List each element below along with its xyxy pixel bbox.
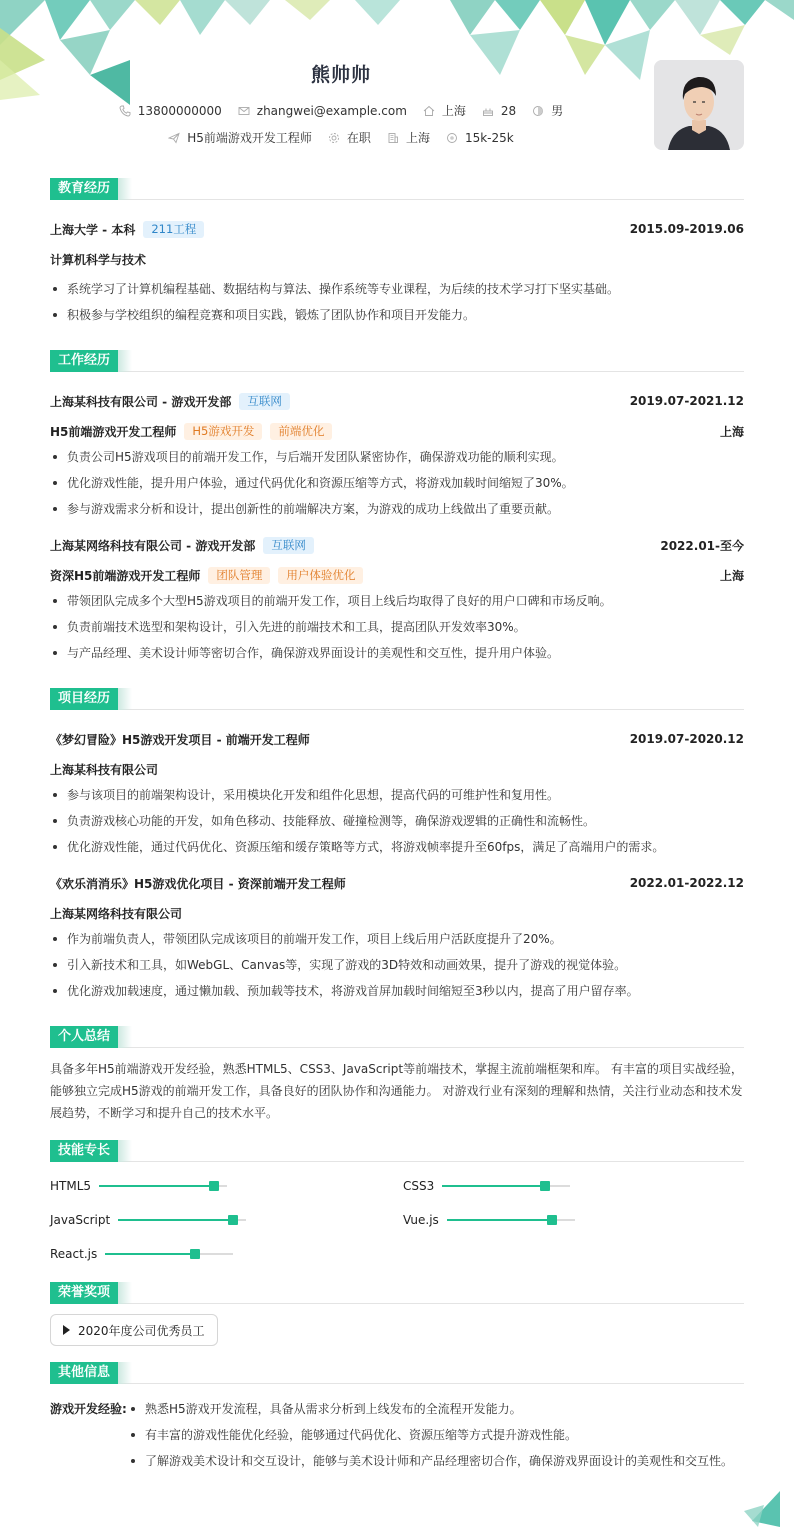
list-item: 有丰富的游戏性能优化经验，能够通过代码优化、资源压缩等方式提升游戏性能。 bbox=[128, 1422, 744, 1448]
project-bullets bbox=[50, 926, 744, 1004]
target-city-item bbox=[387, 129, 430, 146]
skill-knob bbox=[547, 1215, 557, 1225]
section-header bbox=[50, 1140, 744, 1162]
title-tail-decoration bbox=[118, 1026, 132, 1048]
city-item bbox=[423, 102, 466, 119]
skill-name: React.js bbox=[50, 1247, 98, 1261]
education-date: 2015.09-2019.06 bbox=[629, 222, 744, 236]
education-section bbox=[50, 178, 744, 328]
project-company-row bbox=[50, 756, 744, 782]
resume-header bbox=[0, 0, 794, 172]
skill-name: CSS3 bbox=[403, 1179, 435, 1193]
section-title-skills: 技能专长 bbox=[50, 1140, 118, 1162]
company-row bbox=[50, 388, 744, 414]
section-header bbox=[50, 1282, 744, 1304]
section-title-projects: 项目经历 bbox=[50, 688, 118, 710]
section-title-other: 其他信息 bbox=[50, 1362, 118, 1384]
contact-row bbox=[0, 102, 682, 119]
list-item: 引入新技术和工具，如WebGL、Canvas等，实现了游戏的3D特效和动画效果，提升了游戏的视觉体验。 bbox=[50, 952, 744, 978]
list-item: 与产品经理、美术设计师等密切合作，确保游戏界面设计的美观性和交互性，提升用户体验。 bbox=[50, 640, 744, 666]
salary-item bbox=[446, 131, 514, 145]
project-title-row bbox=[50, 870, 744, 896]
summary-section bbox=[50, 1026, 744, 1124]
work-bullets bbox=[50, 588, 744, 666]
skill-item bbox=[50, 1176, 403, 1196]
status-item bbox=[328, 129, 371, 146]
age-text: 28 bbox=[500, 103, 517, 118]
list-item: 系统学习了计算机编程基础、数据结构与算法、操作系统等专业课程，为后续的技术学习打下坚实基础。 bbox=[50, 276, 744, 302]
skill-item bbox=[403, 1176, 744, 1196]
building-icon bbox=[387, 132, 399, 144]
skill-name: JavaScript bbox=[50, 1213, 111, 1227]
skill-fill bbox=[118, 1219, 233, 1221]
skill-item bbox=[403, 1210, 744, 1230]
age-item bbox=[482, 104, 516, 118]
skill-item bbox=[50, 1210, 403, 1230]
skill-knob bbox=[540, 1181, 550, 1191]
gender-text: 男 bbox=[551, 104, 564, 118]
title-tail-decoration bbox=[118, 178, 132, 200]
corner-decoration bbox=[744, 1491, 780, 1527]
project-entry-1 bbox=[50, 726, 744, 860]
skill-level-bar bbox=[99, 1185, 227, 1187]
work-date: 2022.01-至今 bbox=[660, 538, 744, 553]
school-name-group bbox=[50, 221, 204, 238]
section-header bbox=[50, 1026, 744, 1048]
company-group bbox=[50, 393, 290, 410]
school-tag: 211工程 bbox=[143, 221, 204, 238]
list-item: 优化游戏加载速度，通过懒加载、预加载等技术，将游戏首屏加载时间缩短至3秒以内，提高了用户留存率。 bbox=[50, 978, 744, 1004]
title-tail-decoration bbox=[118, 350, 132, 372]
list-item: 优化游戏性能，通过代码优化、资源压缩和缓存策略等方式，将游戏帧率提升至60fps，满足了高端用户的需求。 bbox=[50, 834, 744, 860]
projects-section bbox=[50, 688, 744, 1004]
list-item: 带领团队完成多个大型H5游戏项目的前端开发工作，项目上线后均取得了良好的用户口碑和市场反响。 bbox=[50, 588, 744, 614]
work-entry-1 bbox=[50, 388, 744, 522]
work-date: 2019.07-2021.12 bbox=[629, 394, 744, 408]
list-item: 负责前端技术选型和架构设计，引入先进的前端技术和工具，提高团队开发效率30%。 bbox=[50, 614, 744, 640]
award-item[interactable] bbox=[50, 1314, 218, 1346]
candidate-name: 熊帅帅 bbox=[310, 64, 371, 86]
other-bullets bbox=[128, 1396, 744, 1474]
skill-level-bar bbox=[105, 1253, 233, 1255]
project-company: 上海某科技有限公司 bbox=[50, 762, 159, 777]
phone-text: 13800000000 bbox=[137, 103, 222, 118]
portrait-image bbox=[654, 60, 744, 150]
school-name: 上海大学 - 本科 bbox=[50, 222, 136, 237]
work-location: 上海 bbox=[719, 568, 744, 583]
skill-knob bbox=[228, 1215, 238, 1225]
email-item bbox=[238, 104, 407, 118]
skill-fill bbox=[105, 1253, 195, 1255]
gender-item bbox=[532, 102, 563, 119]
skill-tag: 团队管理 bbox=[208, 567, 270, 584]
email-text: zhangwei@example.com bbox=[256, 103, 407, 118]
section-header bbox=[50, 178, 744, 200]
coin-icon bbox=[446, 132, 458, 144]
status-gear-icon bbox=[328, 132, 340, 144]
company-row bbox=[50, 532, 744, 558]
play-triangle-icon bbox=[63, 1325, 70, 1335]
section-header bbox=[50, 350, 744, 372]
work-entry-2 bbox=[50, 532, 744, 666]
home-icon bbox=[423, 105, 435, 117]
title-tail-decoration bbox=[118, 1362, 132, 1384]
project-title: 《梦幻冒险》H5游戏开发项目 - 前端开发工程师 bbox=[50, 732, 310, 747]
summary-text: 具备多年H5前端游戏开发经验，熟悉HTML5、CSS3、JavaScript等前端技术，掌握主流前端框架和库。 有丰富的项目实战经验，能够独立完成H5游戏的前端开发工作，具备良好的团队协作和沟通能力。 对游戏行业有深刻的理解和热情，关注行业动态和技术发展趋势，不断学习和提升自己的技术水平。 bbox=[50, 1062, 743, 1120]
section-title-work: 工作经历 bbox=[50, 350, 118, 372]
other-info-block bbox=[50, 1396, 744, 1474]
position-row bbox=[50, 418, 744, 444]
position-name: H5前端游戏开发工程师 bbox=[50, 424, 177, 439]
major-row bbox=[50, 246, 744, 272]
education-row bbox=[50, 216, 744, 242]
profile-photo bbox=[654, 60, 744, 150]
company-name: 上海某科技有限公司 - 游戏开发部 bbox=[50, 394, 232, 409]
job-title-item bbox=[168, 129, 312, 146]
other-section bbox=[50, 1362, 744, 1474]
phone-icon bbox=[119, 105, 131, 117]
company-group bbox=[50, 537, 314, 554]
cake-icon bbox=[482, 105, 494, 117]
other-info-label: 游戏开发经验: bbox=[50, 1402, 127, 1416]
project-title: 《欢乐消消乐》H5游戏优化项目 - 资深前端开发工程师 bbox=[50, 876, 346, 891]
skill-knob bbox=[190, 1249, 200, 1259]
project-date: 2022.01-2022.12 bbox=[629, 876, 744, 890]
skill-knob bbox=[209, 1181, 219, 1191]
list-item: 作为前端负责人，带领团队完成该项目的前端开发工作，项目上线后用户活跃度提升了20%。 bbox=[50, 926, 744, 952]
work-location: 上海 bbox=[719, 424, 744, 439]
section-title-awards: 荣誉奖项 bbox=[50, 1282, 118, 1304]
skill-item bbox=[50, 1244, 403, 1264]
position-row bbox=[50, 562, 744, 588]
skill-level-bar bbox=[447, 1219, 575, 1221]
position-name: 资深H5前端游戏开发工程师 bbox=[50, 568, 201, 583]
paper-plane-icon bbox=[168, 132, 180, 144]
list-item: 参与游戏需求分析和设计，提出创新性的前端解决方案，为游戏的成功上线做出了重要贡献。 bbox=[50, 496, 744, 522]
city-text: 上海 bbox=[441, 104, 466, 118]
skill-tag: 前端优化 bbox=[270, 423, 332, 440]
skills-section bbox=[50, 1140, 744, 1264]
list-item: 优化游戏性能，提升用户体验，通过代码优化和资源压缩等方式，将游戏加载时间缩短了30%。 bbox=[50, 470, 744, 496]
list-item: 熟悉H5游戏开发流程，具备从需求分析到上线发布的全流程开发能力。 bbox=[128, 1396, 744, 1422]
skills-grid bbox=[50, 1176, 744, 1264]
section-title-summary: 个人总结 bbox=[50, 1026, 118, 1048]
mail-icon bbox=[238, 105, 250, 117]
project-bullets bbox=[50, 782, 744, 860]
status-text: 在职 bbox=[346, 131, 371, 145]
company-name: 上海某网络科技有限公司 - 游戏开发部 bbox=[50, 538, 256, 553]
list-item: 负责公司H5游戏项目的前端开发工作，与后端开发团队紧密协作，确保游戏功能的顺利实现。 bbox=[50, 444, 744, 470]
title-tail-decoration bbox=[118, 688, 132, 710]
skill-tag: 用户体验优化 bbox=[278, 567, 363, 584]
skill-level-bar bbox=[442, 1185, 570, 1187]
project-date: 2019.07-2020.12 bbox=[629, 732, 744, 746]
major-name: 计算机科学与技术 bbox=[50, 252, 147, 267]
phone-item bbox=[119, 104, 222, 118]
job-intent-row bbox=[0, 129, 682, 146]
awards-section bbox=[50, 1282, 744, 1346]
industry-tag: 互联网 bbox=[263, 537, 314, 554]
title-tail-decoration bbox=[118, 1282, 132, 1304]
section-title-education: 教育经历 bbox=[50, 178, 118, 200]
skill-tag: H5游戏开发 bbox=[184, 423, 262, 440]
list-item: 负责游戏核心功能的开发，如角色移动、技能释放、碰撞检测等，确保游戏逻辑的正确性和流畅性。 bbox=[50, 808, 744, 834]
project-company: 上海某网络科技有限公司 bbox=[50, 906, 183, 921]
section-header bbox=[50, 688, 744, 710]
industry-tag: 互联网 bbox=[239, 393, 290, 410]
work-bullets bbox=[50, 444, 744, 522]
position-group bbox=[50, 567, 363, 584]
target-city-text: 上海 bbox=[405, 131, 430, 145]
project-company-row bbox=[50, 900, 744, 926]
skill-fill bbox=[447, 1219, 552, 1221]
title-tail-decoration bbox=[118, 1140, 132, 1162]
skill-fill bbox=[442, 1185, 544, 1187]
position-group bbox=[50, 423, 332, 440]
section-header bbox=[50, 1362, 744, 1384]
list-item: 了解游戏美术设计和交互设计，能够与美术设计师和产品经理密切合作，确保游戏界面设计的美观性和交互性。 bbox=[128, 1448, 744, 1474]
list-item: 参与该项目的前端架构设计，采用模块化开发和组件化思想，提高代码的可维护性和复用性。 bbox=[50, 782, 744, 808]
project-entry-2 bbox=[50, 870, 744, 1004]
skill-name: Vue.js bbox=[403, 1213, 439, 1227]
salary-text: 15k-25k bbox=[464, 130, 514, 145]
gender-icon bbox=[532, 105, 544, 117]
skill-level-bar bbox=[118, 1219, 246, 1221]
project-title-row bbox=[50, 726, 744, 752]
award-text: 2020年度公司优秀员工 bbox=[78, 1323, 205, 1338]
list-item: 积极参与学校组织的编程竞赛和项目实践，锻炼了团队协作和项目开发能力。 bbox=[50, 302, 744, 328]
education-bullets bbox=[50, 276, 744, 328]
work-section bbox=[50, 350, 744, 666]
skill-fill bbox=[99, 1185, 214, 1187]
job-title-text: H5前端游戏开发工程师 bbox=[187, 131, 312, 145]
skill-name: HTML5 bbox=[50, 1179, 92, 1193]
